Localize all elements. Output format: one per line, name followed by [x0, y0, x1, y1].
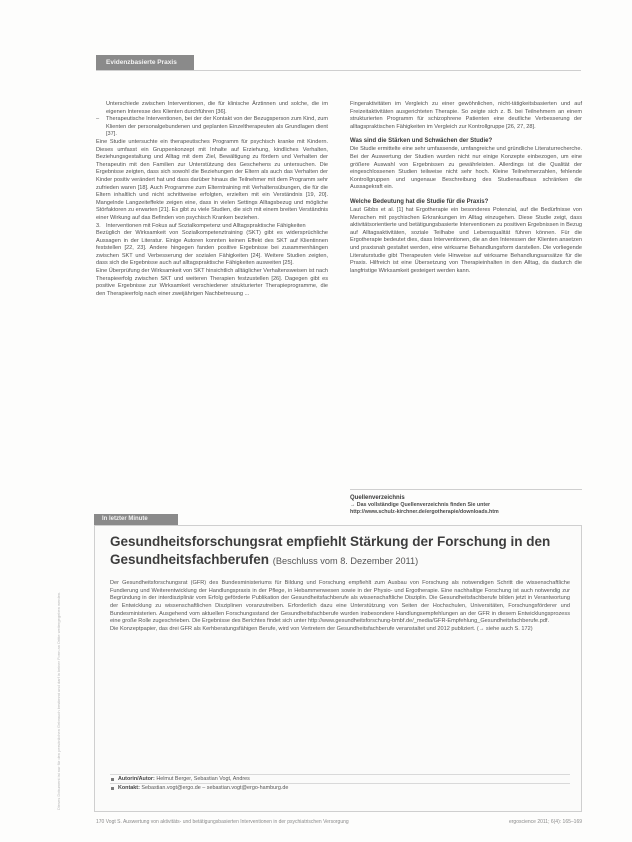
contact-row-email — [110, 783, 570, 792]
sources-block — [350, 489, 582, 516]
sources-note: → Das vollständige Quellenverzeichnis finden Sie unter — [350, 502, 491, 508]
box-title-text: Gesundheitsforschungsrat empfiehlt Stärkung der Forschung in den Gesundheitsfachberufen — [110, 534, 551, 567]
section-divider — [96, 70, 581, 71]
contact-row-author — [110, 774, 570, 783]
side-copyright-strip — [56, 110, 66, 810]
section-label: Evidenzbasierte Praxis — [96, 55, 194, 70]
footer-journal: ergoscience 2011; 6(4): 165–169 — [508, 819, 582, 825]
bullet-square-icon — [111, 787, 114, 790]
contact-value[interactable]: Sebastian.vogt@ergo.de – sebastian.vogt@ergo-hamburg.de — [141, 785, 289, 791]
contact-label: Autorin/Autor: — [118, 776, 155, 782]
right-column — [350, 101, 582, 275]
list-item-text: Interventionen mit Fokus auf Sozialkompetenz und Alltagspraktische Fähigkeiten — [106, 222, 306, 229]
subheading: Was sind die Stärken und Schwächen der Studie? — [350, 138, 493, 145]
box-paragraph: Die Konzeptpapier, das drei GFR als Kerhberatungsfähigen Berufe, wird von Vertretern der Gesundheitsfachberufe veranstaltet und 2012 publiziert. (→ siehe auch S. 172) — [110, 625, 533, 632]
side-copyright-text: Dieses Dokument ist nur für den persönlichen Gebrauch bestimmt und darf in keiner Form an Dritte weitergegeben werden. — [56, 591, 61, 810]
list-item-text: Unterschiede zwischen Interventionen, die für klinische Ärztinnen und solche, die im eigenen Interesse des Klienten durchführen [36]. — [106, 101, 328, 115]
subheading: Welche Bedeutung hat die Studie für die Praxis? — [350, 198, 489, 205]
paragraph: Bezüglich der Wirksamkeit von Sozialkompetenztraining (SKT) gibt es widersprüchliche Aussagen in der Literatur. Einige Autoren konnten keinen Effekt des SKT auf Klientinnen feststellen [22, 23]. Andere hingegen fanden positive Ergebnisse bei zusammenhängen zwischen SKT und Verbesserung der sozialen Fähigkeiten [24]. Weitere Studien zeigten, dass sich die Ergebnisse auch auf alltagspraktische Fähigkeiten ausweiten [25]. — [96, 230, 328, 267]
contact-value: Helmut Berger, Sebastian Vogt, Andres — [156, 776, 250, 782]
sources-heading: Quellenverzeichnis — [350, 495, 405, 501]
sources-link[interactable]: http://www.schulz-kirchner.de/ergotherapie/downloads.htm — [350, 509, 499, 515]
page-footer — [96, 818, 582, 826]
contact-block — [110, 774, 570, 792]
left-column — [96, 101, 328, 298]
list-bullet: – — [96, 116, 100, 123]
list-item — [96, 223, 328, 231]
box-title — [110, 533, 570, 570]
contact-label: Kontakt: — [118, 785, 140, 791]
footer-citation: 170 Vogt S. Auswertung von aktivitäts- und betätigungsbasierten Interventionen in der psychiatrischen Versorgung — [96, 819, 349, 825]
list-bullet: 3. — [96, 222, 101, 229]
paragraph: Eine Studie untersuchte ein therapeutisches Programm für psychisch kranke mit Kindern. Dieses umfasst ein Gruppenkonzept mit Inhalte auf Erziehung, kindliches Verhalten, Beziehungsgestaltung und Alltag mit dem Ziel, Bewältigung zu fördern und Verhalten der Therapeutin mit den Familien zur Unterstützung des Geschehens zu untersuchen. Die Ergebnisse zeigten, dass sich sowohl die Beziehungen der Eltern als auch das Verhalten der Kinder positiv verändert hat und dass darüber hinaus die Teilnehmer mit dem Programm sehr zufrieden waren [18]. Auch Programme zum Elterntraining mit Verhaltensübungen, die für die Eltern inhaltlich und nicht schrittweise erfolgten, erzielten mit ein Verständnis [19, 20]. Mangelnde Langzeiteffekte zeigen eine, dass in vielen Settings Alltagsbezug und mögliche Störfaktoren zu erwarten [21]. Es gibt zu viele Studien, die sich mit einem breiten Verständnis einer Wirkung auf das Befinden von psychisch Kranken beziehen. — [96, 138, 328, 221]
paragraph: Laut Gibbs et al. [1] hat Ergotherapie ein besonderes Potenzial, auf die Bedürfnisse von Menschen mit psychischen Erkrankungen im Alltag einzugehen. Diese Studie zeigt, dass aktivitätsorientierte und betätigungsbasierte Interventionen zu positiven Ergebnissen in Bezug auf Alltagsaktivitäten, soziale Teilhabe und Lebensqualität führen können. Für die Ergotherapie bedeutet dies, dass Interventionen, die an den Interessen der Klienten ansetzen und praxisnah gestaltet werden, eine wirksame Behandlungsform darstellen. Die vorliegende Literaturstudie gibt Therapeuten viele Hinweise auf wirksame Behandlungsansätze für die Praxis. Hilfreich ist eine Übersetzung von Therapieinhalten in den Alltag, da dadurch die langfristige Wirksamkeit gesteigert werden kann. — [350, 206, 582, 274]
paragraph: Die Studie ermittelte eine sehr umfassende, umfangreiche und gründliche Literaturrecherche. Bei der Auswertung der Studien wurden nicht nur einige Konzepte einbezogen, um eine größere Auswahl von Ergebnissen zu gewährleisten. Allerdings ist die Qualität der eingeschlossenen Studien teilweise nicht sehr hoch. Kleine Teilnehmerzahlen, fehlende Kontrollgruppen und ungenaue Beschreibung des Studienaufbaus schränken die Aussagekraft ein. — [350, 146, 582, 191]
box-tab-label: In letzter Minute — [94, 514, 178, 525]
bullet-square-icon — [111, 778, 114, 781]
list-item — [96, 116, 328, 139]
box-body — [110, 580, 570, 634]
list-item — [96, 101, 328, 116]
box-paragraph: Der Gesundheitsforschungsrat (GFR) des Bundesministeriums für Bildung und Forschung empfiehlt zum Ausbau von Forschung als notwendigen Schritt die wissenschaftliche Fundierung und Weiterentwicklung der Handlungspraxis in der Pflege, in Hebammenwesen sowie in der Physio- und Ergotherapie. Eine nachhaltige Forschung ist auch notwendig zur Begründung in der interdisziplinär vom Erfolg geförderte Publikation der Gesundheitsfachberufe als wissenschaftliche Disziplin. Die Gesundheitsfachberufe bilden jetzt in Verantwortung der Entwicklung zu wissenschaftlichen Disziplinen voranzutreiben. Erforderlich dazu eine Unterstützung von Seiten der Hochschulen, Universitäten, Forschungsförderer und Bundesministerien. Ausgehend vom aktuellen Forschungsstand der Gesundheitsfachberufe wurden insbesondere Handlungsempfehlungen an der GFR in diesem Entwicklungsprozess eine große Rolle zugeschrieben. Die Ergebnisse des Berichtes findet sich unter http://www.gesundheitsforschung-bmbf.de/_media/GFR-Empfehlung_Gesundheitsfachberufe.pdf. — [110, 580, 570, 625]
paragraph: Fingeraktivitäten im Vergleich zu einer gewöhnlichen, nicht-tätigkeitsbasierten und auf Freizeitaktivitäten ausgerichteten Therapie. So zeigte sich z. B. bei Teilnehmern an einem strukturierten Programm für schizophrene Patienten eine deutliche Verbesserung der alltagspraktischen Fähigkeiten im Vergleich zur Kontrollgruppe [26, 27, 28]. — [350, 101, 582, 130]
paragraph: Eine Überprüfung der Wirksamkeit von SKT hinsichtlich alltäglicher Verhaltensweisen ist nach Therapieerfolg zwischen SKT und weiteren Therapien festzustellen [26]. Dagegen gibt es positive Ergebnisse zur Wirksamkeit verschiedener strukturierter Therapieprogramme, die den Therapieerfolg nach einer zweijährigen Nachbetreuung ... — [96, 268, 328, 297]
box-subtitle: (Beschluss vom 8. Dezember 2011) — [272, 556, 419, 566]
list-item-text: Therapeutische Interventionen, bei der der Kontakt von der Bezugsperson zum Kind, zum Klienten der personalgebundenen und geplanten Einzeltherapeuten als Grundlagen dient [37]. — [106, 116, 329, 138]
